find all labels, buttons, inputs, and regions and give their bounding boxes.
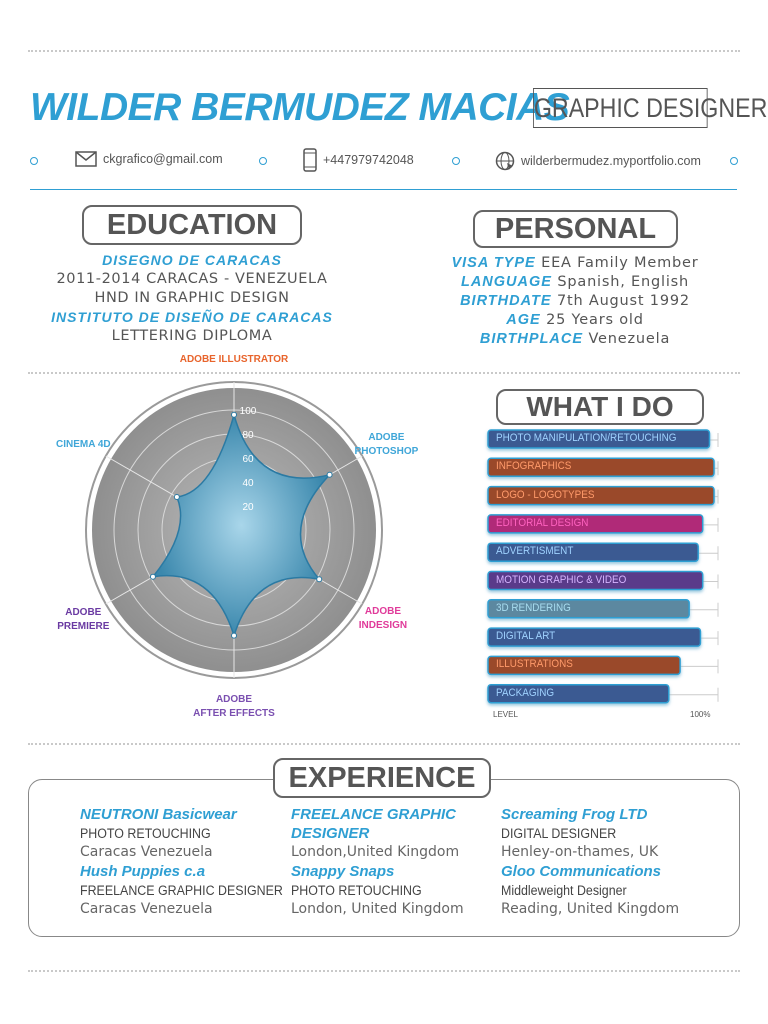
personal-heading: PERSONAL [473, 210, 678, 248]
education-line: LETTERING DIPLOMA [111, 328, 273, 344]
personal-list [420, 254, 730, 349]
company-name: FREELANCE GRAPHIC DESIGNER [291, 806, 457, 842]
radar-tick-label: 80 [242, 430, 254, 441]
personal-value: 25 Years old [546, 312, 644, 328]
personal-row [420, 311, 730, 330]
experience-heading: EXPERIENCE [273, 758, 491, 798]
skills-radar-chart [40, 354, 440, 724]
skill-label: ILLUSTRATIONS [496, 658, 573, 671]
radar-category-label: ADOBE ILLUSTRATOR [179, 354, 289, 365]
radar-category-label: ADOBE AFTER EFFECTS [193, 694, 275, 719]
phone-item[interactable] [303, 148, 414, 172]
skill-label: EDITORIAL DESIGN [496, 516, 589, 529]
skills-bar-chart [488, 430, 724, 720]
contact-row [30, 148, 738, 176]
company-name: NEUTRONI Basicwear [80, 806, 237, 823]
personal-value: Spanish, English [557, 274, 690, 290]
skill-label: 3D RENDERING [496, 601, 571, 614]
job-role: PHOTO RETOUCHING [80, 826, 211, 841]
radar-tick-label: 20 [242, 502, 254, 513]
email-text: ckgrafico@gmail.com [103, 152, 223, 166]
globe-icon [495, 151, 515, 171]
envelope-icon [75, 151, 97, 167]
dotted-divider-bottom [28, 970, 740, 972]
job-role: PHOTO RETOUCHING [291, 883, 422, 898]
experience-column [291, 805, 491, 919]
axis-label-max: 100% [690, 710, 711, 719]
education-line: DISEGNO DE CARACAS [102, 252, 282, 268]
experience-column [80, 805, 300, 919]
skill-label: INFOGRAPHICS [496, 460, 572, 473]
bullet-icon [259, 157, 267, 165]
skill-label: PHOTO MANIPULATION/RETOUCHING [496, 432, 677, 444]
job-title-box: GRAPHIC DESIGNER [533, 88, 708, 128]
personal-key: BIRTHDATE [460, 293, 552, 309]
education-heading: EDUCATION [82, 205, 302, 245]
radar-category-label: ADOBE INDESIGN [358, 606, 408, 631]
personal-key: LANGUAGE [460, 274, 552, 290]
phone-text: +447979742048 [323, 153, 414, 167]
personal-row [420, 330, 730, 349]
dotted-divider-top [28, 50, 740, 52]
skill-label: LOGO - LOGOTYPES [496, 488, 595, 501]
bullet-icon [452, 157, 460, 165]
job-location: Henley-on-thames, UK [501, 844, 659, 860]
radar-category-label: ADOBE PHOTOSHOP [354, 432, 419, 457]
radar-point [174, 495, 179, 500]
header-underline [30, 189, 737, 190]
job-location: Caracas Venezuela [80, 901, 213, 917]
education-line: 2011-2014 CARACAS - VENEZUELA [56, 271, 328, 287]
education-line: HND IN GRAPHIC DESIGN [94, 290, 290, 306]
personal-row [420, 273, 730, 292]
personal-value: Venezuela [588, 331, 671, 347]
personal-key: BIRTHPLACE [479, 331, 584, 347]
radar-point [317, 577, 322, 582]
job-location: Caracas Venezuela [80, 844, 213, 860]
company-name: Snappy Snaps [291, 863, 395, 880]
dotted-divider-lower [28, 743, 740, 745]
axis-label-level: LEVEL [493, 710, 518, 719]
radar-point [327, 472, 332, 477]
skill-label: DIGITAL ART [496, 630, 556, 643]
website-text: wilderbermudez.myportfolio.com [521, 154, 701, 168]
phone-icon [303, 148, 317, 172]
bullet-icon [730, 157, 738, 165]
job-location: Reading, United Kingdom [501, 901, 680, 917]
bullet-icon [30, 157, 38, 165]
company-name: Screaming Frog LTD [501, 806, 648, 823]
job-role: FREELANCE GRAPHIC DESIGNER [80, 883, 283, 898]
personal-value: EEA Family Member [541, 255, 699, 271]
job-role: DIGITAL DESIGNER [501, 826, 617, 841]
personal-row [420, 292, 730, 311]
education-list [42, 251, 342, 346]
radar-category-label: ADOBE PREMIERE [57, 607, 110, 632]
company-name: Hush Puppies c.a [80, 863, 206, 880]
radar-tick-label: 60 [242, 454, 254, 465]
email-item[interactable] [75, 151, 223, 167]
radar-tick-label: 100 [239, 406, 257, 417]
candidate-name: WILDER BERMUDEZ MACIAS [30, 86, 570, 129]
personal-value: 7th August 1992 [556, 293, 690, 309]
website-item[interactable] [495, 151, 701, 171]
radar-tick-label: 40 [242, 478, 254, 489]
education-line: INSTITUTO DE DISEÑO DE CARACAS [51, 309, 333, 325]
personal-row [420, 254, 730, 273]
dotted-divider-mid [28, 372, 740, 374]
skill-label: MOTION GRAPHIC & VIDEO [496, 573, 627, 586]
radar-point [232, 633, 237, 638]
personal-key: VISA TYPE [451, 255, 536, 271]
company-name: Gloo Communications [501, 863, 662, 880]
radar-point [150, 574, 155, 579]
what-i-do-heading: WHAT I DO [496, 389, 704, 425]
job-location: London, United Kingdom [291, 901, 464, 917]
skill-label: ADVERTISMENT [496, 545, 574, 558]
experience-column [501, 805, 721, 919]
skill-label: PACKAGING [496, 686, 555, 699]
job-location: London,United Kingdom [291, 844, 460, 860]
personal-key: AGE [506, 312, 541, 328]
job-role: Middleweight Designer [501, 883, 627, 898]
radar-point [232, 412, 237, 417]
radar-category-label: CINEMA 4D [55, 439, 111, 450]
